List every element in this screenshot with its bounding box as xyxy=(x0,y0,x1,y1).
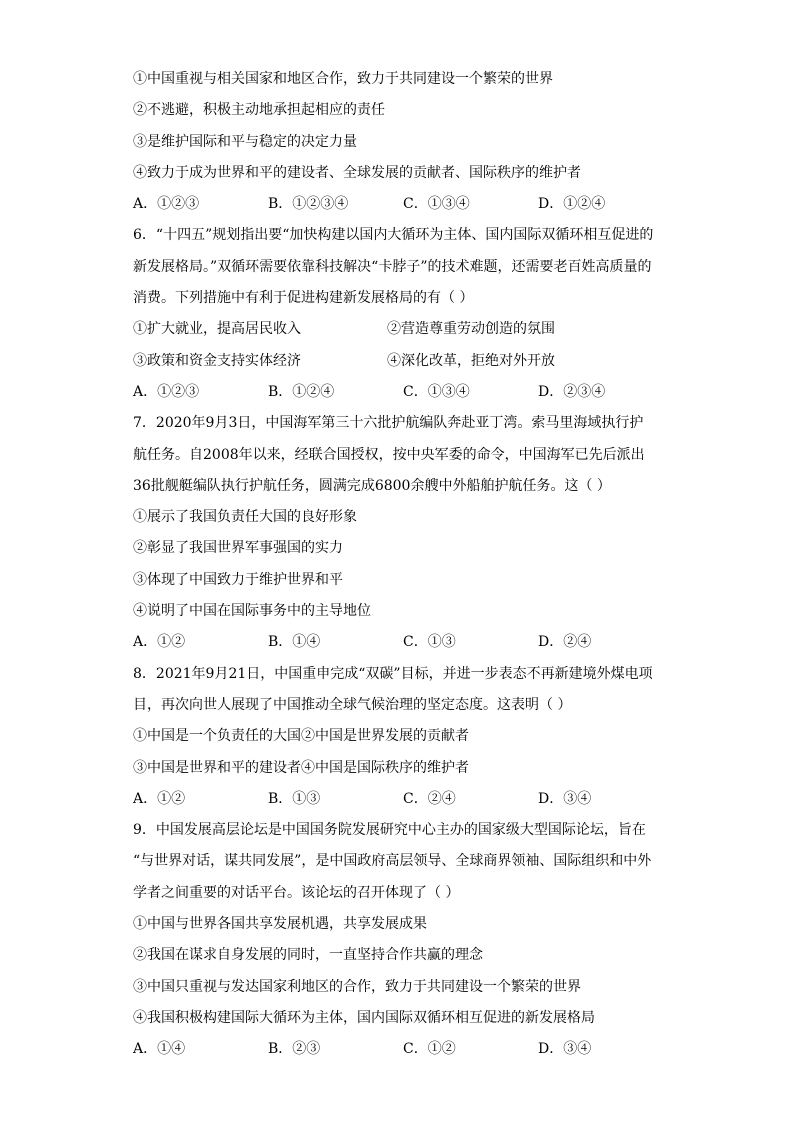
q6-option-c: C．①③④ xyxy=(403,383,470,400)
q6-items-row-2 xyxy=(133,346,673,377)
q8-option-d: D．③④ xyxy=(538,790,592,807)
q8-option-b: B．①③ xyxy=(268,790,321,807)
q7-option-c: C．①③ xyxy=(403,634,456,651)
q8-stem-line-2: 目，再次向世人展现了中国推动全球气候治理的坚定态度。这表明（ ） xyxy=(133,696,572,713)
q9-option-d: D．③④ xyxy=(538,1041,592,1058)
q8-option-c: C．②④ xyxy=(403,790,456,807)
q6-item-2: ②营造尊重劳动创造的氛围 xyxy=(387,321,555,338)
q9-item-3: ③中国只重视与发达国家利地区的合作，致力于共同建设一个繁荣的世界 xyxy=(133,978,581,995)
q6-option-b: B．①②④ xyxy=(268,383,335,400)
q7-item-2: ②彰显了我国世界军事强国的实力 xyxy=(133,540,343,557)
question-list xyxy=(133,64,673,1066)
q6-item-4: ④深化改革，拒绝对外开放 xyxy=(387,352,555,369)
q9-item-1: ①中国与世界各国共享发展机遇，共享发展成果 xyxy=(133,916,427,933)
q7-options xyxy=(133,627,673,658)
q6-stem-line-3: 消费。下列措施中有利于促进构建新发展格局的有（ ） xyxy=(133,290,474,307)
q5-item-4: ④致力于成为世界和平的建设者、全球发展的贡献者、国际秩序的维护者 xyxy=(133,164,581,181)
q6-stem-line-2: 新发展格局。”双循环需要依靠科技解决“卡脖子”的技术难题，还需要老百姓高质量的 xyxy=(133,258,652,275)
q5-option-b: B．①②③④ xyxy=(268,196,349,213)
q6-option-a: A．①②③ xyxy=(133,383,200,400)
q8-items-row-1: ①中国是一个负责任的大国②中国是世界发展的贡献者 xyxy=(133,728,469,745)
q8-items-row-2: ③中国是世界和平的建设者④中国是国际秩序的维护者 xyxy=(133,759,469,776)
q6-items-row-1 xyxy=(133,314,673,345)
q6-options xyxy=(133,377,673,408)
q5-item-3: ③是维护国际和平与稳定的决定力量 xyxy=(133,133,357,150)
q9-option-c: C．①② xyxy=(403,1041,456,1058)
q9-options xyxy=(133,1034,673,1065)
q5-item-2: ②不逃避，积极主动地承担起相应的责任 xyxy=(133,102,385,119)
q7-option-a: A．①② xyxy=(133,634,186,651)
q9-item-2: ②我国在谋求自身发展的同时，一直坚持合作共赢的理念 xyxy=(133,947,483,964)
q7-stem-line-3: 36批舰艇编队执行护航任务，圆满完成6800余艘中外船舶护航任务。这（ ） xyxy=(133,477,611,494)
q6-item-3: ③政策和资金支持实体经济 xyxy=(133,352,301,369)
q6-option-d: D．②③④ xyxy=(538,383,606,400)
q6-item-1: ①扩大就业，提高居民收入 xyxy=(133,321,301,338)
q9-option-b: B．②③ xyxy=(268,1041,321,1058)
q7-item-1: ①展示了我国负责任大国的良好形象 xyxy=(133,509,357,526)
q7-stem-line-1: 7．2020年9月3日，中国海军第三十六批护航编队奔赴亚丁湾。索马里海域执行护 xyxy=(133,415,644,432)
q7-option-d: D．②④ xyxy=(538,634,592,651)
q5-item-1: ①中国重视与相关国家和地区合作，致力于共同建设一个繁荣的世界 xyxy=(133,71,553,87)
q5-option-a: A．①②③ xyxy=(133,196,200,213)
q8-option-a: A．①② xyxy=(133,790,186,807)
q9-stem-line-1: 9．中国发展高层论坛是中国国务院发展研究中心主办的国家级大型国际论坛，旨在 xyxy=(133,822,646,839)
q9-option-a: A．①④ xyxy=(133,1041,186,1058)
q7-item-3: ③体现了中国致力于维护世界和平 xyxy=(133,571,343,588)
q7-item-4: ④说明了中国在国际事务中的主导地位 xyxy=(133,603,371,620)
q9-stem-line-2: “与世界对话，谋共同发展”，是中国政府高层领导、全球商界领袖、国际组织和中外 xyxy=(133,853,652,870)
q9-item-4: ④我国积极构建国际大循环为主体，国内国际双循环相互促进的新发展格局 xyxy=(133,1009,595,1026)
q8-options xyxy=(133,784,673,815)
q7-stem-line-2: 航任务。自2008年以来，经联合国授权，按中央军委的命令，中国海军已先后派出 xyxy=(133,446,645,463)
q8-stem-line-1: 8．2021年9月21日，中国重申完成“双碳”目标，并进一步表态不再新建境外煤电项 xyxy=(133,665,653,682)
q6-stem-line-1: 6．“十四五”规划指出要“加快构建以国内大循环为主体、国内国际双循环相互促进的 xyxy=(133,227,654,244)
q5-option-c: C．①③④ xyxy=(403,196,470,213)
q7-option-b: B．①④ xyxy=(268,634,321,651)
q5-option-d: D．①②④ xyxy=(538,196,606,213)
q5-options xyxy=(133,189,673,220)
q9-stem-line-3: 学者之间重要的对话平台。该论坛的召开体现了（ ） xyxy=(133,884,460,901)
